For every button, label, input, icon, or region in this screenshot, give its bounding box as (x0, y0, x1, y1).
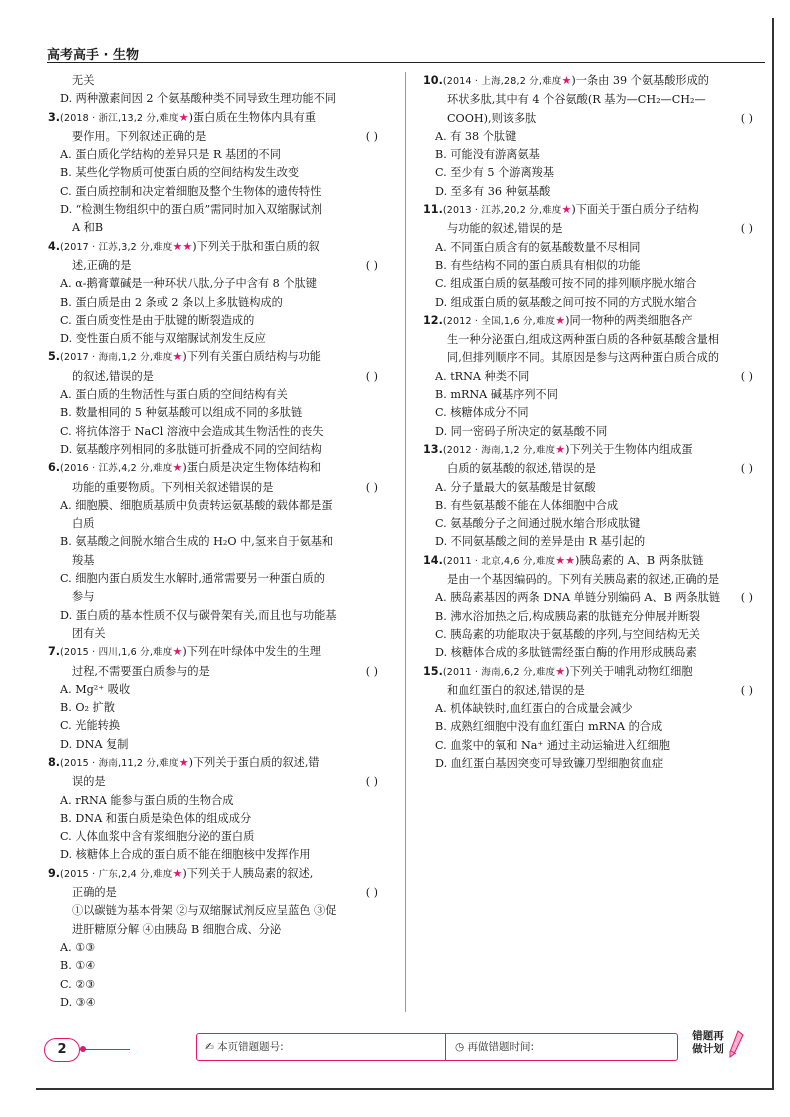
line-text: D. 变性蛋白质不能与双缩脲试剂发生反应 (60, 332, 266, 346)
line-text: 参与 (72, 590, 95, 604)
question-text-line (48, 515, 384, 533)
right-column (423, 72, 759, 773)
running-header: 高考高手 · 生物 (47, 48, 139, 63)
footer-record-bar (196, 1033, 678, 1061)
line-text: B. 成熟红细胞中没有血红蛋白 mRNA 的合成 (435, 720, 663, 734)
answer-option (48, 792, 384, 810)
question-text-line (48, 72, 384, 90)
difficulty-stars: ★ (172, 350, 183, 364)
answer-option (423, 497, 759, 515)
line-text: C. ②③ (60, 977, 96, 991)
line-text: 羧基 (72, 553, 95, 567)
question-text: )下列关于哺乳动物红细胞 (565, 664, 693, 678)
answer-blank: ( ) (365, 775, 378, 789)
question-text-line (48, 773, 384, 791)
line-text: 正确的是 (72, 886, 117, 900)
question-text-line (423, 91, 759, 109)
line-text: 过程,不需要蛋白质参与的是 (72, 664, 210, 678)
question-source: (2018 · 浙江,13,2 分,难度 (60, 112, 179, 124)
difficulty-stars: ★★ (555, 553, 575, 567)
answer-option (48, 441, 384, 459)
line-text: 和血红蛋白的叙述,错误的是 (447, 683, 585, 697)
line-text: D. “检测生物组织中的蛋白质”需同时加入双缩脲试剂 (60, 203, 323, 217)
answer-option (423, 294, 759, 312)
question-number: 10. (423, 74, 443, 87)
line-text: B. 有些氨基酸不能在人体细胞中合成 (435, 498, 619, 512)
line-text: A. ①③ (60, 940, 96, 954)
question-number: 8. (48, 755, 61, 769)
question-text-line (423, 682, 759, 700)
answer-option (48, 497, 384, 515)
answer-option (48, 90, 384, 108)
answer-option (48, 828, 384, 846)
wrong-questions-label: ✍ 本页错题题号: (205, 1041, 284, 1053)
line-text: 生一种分泌蛋白,组成这两种蛋白质的各种氨基酸含量相 (447, 333, 720, 347)
answer-option (48, 810, 384, 828)
line-text: A. 分子量最大的氨基酸是甘氨酸 (435, 480, 596, 494)
question-source: (2017 · 海南,1,2 分,难度 (60, 352, 173, 364)
line-text: D. 不同氨基酸之间的差异是由 R 基引起的 (435, 535, 646, 549)
line-text: C. 光能转换 (60, 719, 121, 733)
answer-option (423, 128, 759, 146)
column-divider (405, 72, 406, 1012)
answer-option (48, 699, 384, 717)
line-text: C. 核糖体成分不同 (435, 406, 529, 420)
question-line (48, 865, 384, 884)
question-number: 13. (423, 442, 443, 456)
footer-bar-separator (445, 1034, 446, 1060)
question-text-line (48, 625, 384, 643)
line-text: 无关 (72, 74, 95, 87)
answer-option (423, 423, 759, 441)
question-source: (2012 · 全国,1,6 分,难度 (442, 315, 556, 327)
question-line (423, 201, 759, 220)
line-text: D. 同一密码子所决定的氨基酸不同 (435, 424, 608, 438)
question-number: 4. (48, 239, 61, 253)
line-text: ①以碳链为基本骨架 ②与双缩脲试剂反应呈蓝色 ③促 (72, 904, 337, 918)
line-text: 的叙述,错误的是 (72, 369, 154, 383)
answer-blank: ( ) (365, 480, 378, 494)
redo-plan-line1: 错题再 (692, 1030, 724, 1042)
answer-option (48, 386, 384, 404)
answer-option (423, 386, 759, 404)
question-line (48, 348, 384, 367)
question-line (423, 312, 759, 331)
difficulty-stars: ★ (555, 442, 566, 456)
answer-option (423, 589, 759, 607)
difficulty-stars: ★ (555, 313, 566, 327)
line-text: A. rRNA 能参与蛋白质的生物合成 (60, 793, 234, 807)
answer-option (48, 294, 384, 312)
answer-option (48, 201, 384, 219)
question-number: 12. (423, 313, 443, 327)
line-text: B. 蛋白质是由 2 条或 2 条以上多肽链构成的 (60, 295, 283, 309)
left-column (48, 72, 384, 1012)
answer-option (48, 533, 384, 551)
answer-option (48, 146, 384, 164)
question-text: )下列在叶绿体中发生的生理 (182, 645, 321, 659)
question-line (48, 238, 384, 257)
answer-option (48, 275, 384, 293)
line-text: A. 胰岛素基因的两条 DNA 单链分别编码 A、B 两条肽链 (435, 591, 721, 605)
answer-option (423, 239, 759, 257)
answer-option (48, 570, 384, 588)
line-text: A. Mg²⁺ 吸收 (60, 682, 131, 696)
answer-option (423, 257, 759, 275)
line-text: A. 有 38 个肽键 (435, 129, 517, 143)
line-text: A. 不同蛋白质含有的氨基酸数量不尽相同 (435, 240, 641, 254)
question-source: (2015 · 广东,2,4 分,难度 (60, 868, 173, 880)
line-text: C. 蛋白质控制和决定着细胞及整个生物体的遗传特性 (60, 184, 322, 198)
answer-blank: ( ) (740, 591, 753, 605)
line-text: B. mRNA 碱基序列不同 (435, 388, 558, 402)
question-text-line (48, 257, 384, 275)
line-text: C. 人体血浆中含有浆细胞分泌的蛋白质 (60, 830, 255, 844)
question-text-line (423, 460, 759, 478)
line-text: B. 氨基酸之间脱水缩合生成的 H₂O 中,氢来自于氨基和 (60, 535, 334, 549)
answer-option (423, 755, 759, 773)
difficulty-stars: ★ (172, 461, 183, 475)
line-text: C. 血浆中的氧和 Na⁺ 通过主动运输进入红细胞 (435, 738, 670, 752)
question-number: 7. (48, 645, 61, 659)
question-line (48, 459, 384, 478)
difficulty-stars: ★ (561, 74, 572, 87)
question-text: )下列有关蛋白质结构与功能 (182, 350, 321, 364)
question-source: (2011 · 海南,6,2 分,难度 (442, 666, 556, 678)
question-line (423, 441, 759, 460)
question-number: 14. (423, 553, 443, 567)
question-line (423, 72, 759, 91)
answer-option (423, 608, 759, 626)
answer-option (48, 607, 384, 625)
question-source: (2017 · 江苏,3,2 分,难度 (60, 241, 173, 253)
answer-option (48, 330, 384, 348)
question-source: (2014 · 上海,28,2 分,难度 (442, 76, 562, 87)
question-text-line (48, 921, 384, 939)
line-text: C. 胰岛素的功能取决于氨基酸的序列,与空间结构无关 (435, 627, 700, 641)
question-text: )下列关于人胰岛素的叙述, (182, 866, 314, 880)
line-text: A. α-鹅膏蕈碱是一种环状八肽,分子中含有 8 个肽键 (60, 277, 317, 291)
answer-option (423, 404, 759, 422)
answer-blank: ( ) (740, 111, 753, 125)
question-text-line (48, 368, 384, 386)
question-text-line (423, 220, 759, 238)
line-text: B. ①④ (60, 959, 96, 973)
question-text-line (48, 588, 384, 606)
question-text: )胰岛素的 A、B 两条肽链 (574, 553, 704, 567)
line-text: B. 某些化学物质可使蛋白质的空间结构发生改变 (60, 166, 300, 180)
line-text: C. 氨基酸分子之间通过脱水缩合形成肽键 (435, 517, 641, 531)
line-text: D. ③④ (60, 995, 96, 1009)
question-text: )下列关于生物体内组成蛋 (565, 442, 693, 456)
question-line (423, 663, 759, 682)
question-line (48, 109, 384, 128)
answer-blank: ( ) (740, 369, 753, 383)
question-text-line (423, 331, 759, 349)
answer-option (48, 312, 384, 330)
line-text: 功能的重要物质。下列相关叙述错误的是 (72, 480, 274, 494)
question-number: 9. (48, 866, 61, 880)
redo-time-label: ◷ 再做错题时间: (455, 1041, 535, 1053)
line-text: 白质的氨基酸的叙述,错误的是 (447, 462, 596, 476)
line-text: A. tRNA 种类不同 (435, 369, 530, 383)
answer-option (423, 718, 759, 736)
line-text: C. 组成蛋白质的氨基酸可按不同的排列顺序脱水缩合 (435, 277, 697, 291)
answer-option (48, 183, 384, 201)
question-text: )下列关于肽和蛋白质的叙 (192, 239, 320, 253)
line-text: D. 两种激素间因 2 个氨基酸种类不同导致生理功能不同 (60, 92, 337, 106)
answer-option (423, 515, 759, 533)
answer-option (48, 423, 384, 441)
answer-option (48, 681, 384, 699)
question-source: (2015 · 海南,11,2 分,难度 (60, 757, 179, 769)
line-text: 要作用。下列叙述正确的是 (72, 129, 207, 143)
line-text: D. 至多有 36 种氨基酸 (435, 184, 551, 198)
question-source: (2013 · 江苏,20,2 分,难度 (442, 205, 562, 217)
answer-blank: ( ) (740, 222, 753, 236)
question-source: (2012 · 海南,1,2 分,难度 (442, 444, 556, 456)
question-number: 15. (423, 664, 443, 678)
answer-option (423, 700, 759, 718)
answer-option (423, 737, 759, 755)
line-text: COOH),则该多肽 (447, 111, 537, 125)
question-text: )同一物种的两类细胞各产 (565, 313, 693, 327)
line-text: 环状多肽,其中有 4 个谷氨酸(R 基为—CH₂—CH₂— (447, 93, 706, 107)
question-line (423, 552, 759, 571)
line-text: D. DNA 复制 (60, 737, 129, 751)
answer-blank: ( ) (365, 129, 378, 143)
line-text: 是由一个基因编码的。下列有关胰岛素的叙述,正确的是 (447, 573, 720, 587)
answer-option (423, 626, 759, 644)
question-text-line (48, 219, 384, 237)
question-text-line (423, 571, 759, 589)
answer-option (48, 736, 384, 754)
page-number-line (80, 1049, 130, 1050)
question-source: (2011 · 北京,4,6 分,难度 (442, 555, 556, 567)
answer-option (423, 644, 759, 662)
question-line (48, 643, 384, 662)
question-text: )下列关于蛋白质的叙述,错 (188, 755, 320, 769)
line-text: D. 核糖体上合成的蛋白质不能在细胞核中发挥作用 (60, 848, 311, 862)
line-text: A 和B (72, 221, 104, 235)
answer-option (423, 368, 759, 386)
answer-option (423, 533, 759, 551)
answer-option (48, 846, 384, 864)
answer-option (423, 164, 759, 182)
redo-plan-line2: 做计划 (692, 1043, 724, 1055)
answer-option (423, 183, 759, 201)
difficulty-stars: ★ (561, 203, 572, 217)
question-text-line (48, 552, 384, 570)
header-rule (47, 62, 765, 63)
question-text: )蛋白质是决定生物体结构和 (182, 461, 321, 475)
question-text-line (48, 128, 384, 146)
question-number: 11. (423, 203, 443, 217)
answer-option (423, 146, 759, 164)
question-text-line (423, 349, 759, 367)
answer-blank: ( ) (365, 369, 378, 383)
line-text: C. 蛋白质变性是由于肽键的断裂造成的 (60, 313, 255, 327)
answer-option (48, 164, 384, 182)
answer-option (48, 404, 384, 422)
answer-blank: ( ) (365, 258, 378, 272)
difficulty-stars: ★ (172, 645, 183, 659)
difficulty-stars: ★ (172, 866, 183, 880)
difficulty-stars: ★★ (172, 239, 193, 253)
difficulty-stars: ★ (178, 110, 189, 124)
answer-blank: ( ) (365, 886, 378, 900)
answer-blank: ( ) (740, 462, 753, 476)
line-text: B. 可能没有游离氨基 (435, 148, 540, 162)
line-text: D. 蛋白质的基本性质不仅与碳骨架有关,而且也与功能基 (60, 608, 337, 622)
line-text: B. O₂ 扩散 (60, 701, 115, 715)
line-text: A. 蛋白质化学结构的差异只是 R 基团的不同 (60, 148, 281, 162)
question-line (48, 754, 384, 773)
page-number: 2 (44, 1038, 80, 1062)
line-text: 述,正确的是 (72, 258, 132, 272)
answer-option (423, 479, 759, 497)
redo-plan-label (686, 1030, 730, 1056)
line-text: B. 有些结构不同的蛋白质具有相似的功能 (435, 258, 641, 272)
answer-option (48, 994, 384, 1012)
question-number: 3. (48, 110, 61, 124)
line-text: B. 数量相同的 5 种氨基酸可以组成不同的多肽链 (60, 406, 303, 420)
line-text: 白质 (72, 517, 95, 531)
line-text: 同,但排列顺序不同。其原因是参与这两种蛋白质合成的 (447, 351, 720, 365)
question-text: )下面关于蛋白质分子结构 (571, 203, 699, 217)
question-text-line (48, 479, 384, 497)
question-number: 5. (48, 350, 61, 364)
line-text: D. 核糖体合成的多肽链需经蛋白酶的作用形成胰岛素 (435, 646, 697, 660)
line-text: B. 沸水浴加热之后,构成胰岛素的肽链充分伸展并断裂 (435, 609, 701, 623)
answer-option (48, 717, 384, 735)
question-text-line (48, 884, 384, 902)
question-number: 6. (48, 461, 61, 475)
difficulty-stars: ★ (555, 664, 566, 678)
line-text: D. 氨基酸序列相同的多肽链可折叠成不同的空间结构 (60, 442, 322, 456)
question-text: )蛋白质在生物体内具有重 (188, 110, 317, 124)
line-text: 进肝糖原分解 ④由胰岛 B 细胞合成、分泌 (72, 922, 282, 936)
difficulty-stars: ★ (178, 755, 189, 769)
answer-option (423, 275, 759, 293)
pencil-icon (728, 1030, 744, 1058)
answer-option (48, 957, 384, 975)
answer-option (48, 976, 384, 994)
question-text: )一条由 39 个氨基酸形成的 (571, 74, 709, 87)
line-text: A. 蛋白质的生物活性与蛋白质的空间结构有关 (60, 388, 288, 402)
question-source: (2015 · 四川,1,6 分,难度 (60, 647, 173, 659)
line-text: A. 机体缺铁时,血红蛋白的合成量会减少 (435, 702, 633, 716)
line-text: B. DNA 和蛋白质是染色体的组成成分 (60, 811, 252, 825)
answer-blank: ( ) (740, 683, 753, 697)
question-source: (2016 · 江苏,4,2 分,难度 (60, 463, 173, 475)
line-text: D. 组成蛋白质的氨基酸之间可按不同的方式脱水缩合 (435, 295, 697, 309)
line-text: 团有关 (72, 626, 106, 640)
answer-blank: ( ) (365, 664, 378, 678)
line-text: C. 至少有 5 个游离羧基 (435, 166, 555, 180)
line-text: C. 将抗体溶于 NaCl 溶液中会造成其生物活性的丧失 (60, 424, 324, 438)
line-text: 与功能的叙述,错误的是 (447, 222, 563, 236)
line-text: 误的是 (72, 775, 106, 789)
question-text-line (423, 110, 759, 128)
line-text: A. 细胞膜、细胞质基质中负责转运氨基酸的载体都是蛋 (60, 498, 333, 512)
answer-option (48, 939, 384, 957)
question-text-line (48, 663, 384, 681)
line-text: C. 细胞内蛋白质发生水解时,通常需要另一种蛋白质的 (60, 572, 325, 586)
question-text-line (48, 902, 384, 920)
line-text: D. 血红蛋白基因突变可导致镰刀型细胞贫血症 (435, 756, 664, 770)
